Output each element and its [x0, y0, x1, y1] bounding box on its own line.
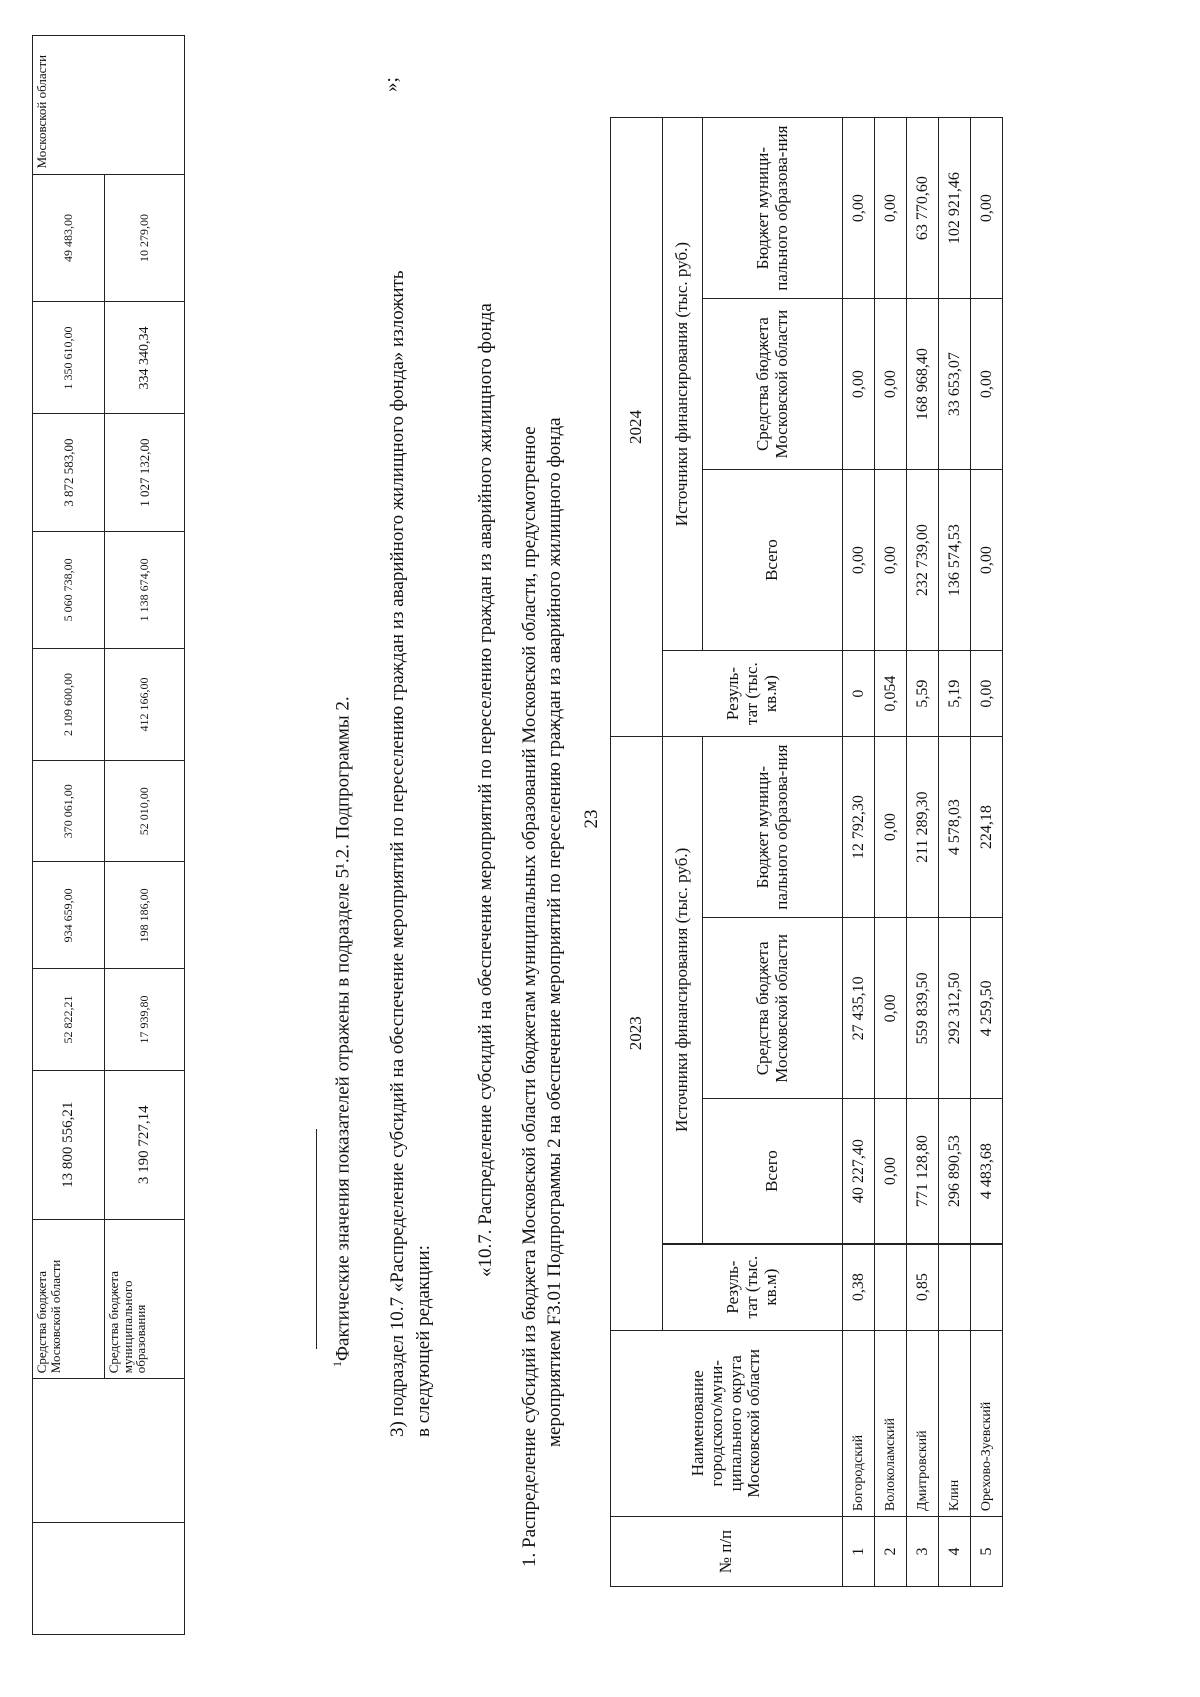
value-cell: 13 800 556,21: [33, 1070, 105, 1219]
header-total-2023: Всего: [703, 1099, 843, 1243]
value-cell: 0,00: [971, 651, 1003, 737]
value-cell: 4 259,50: [971, 918, 1003, 1099]
municipality-cell: Дмитровский: [907, 1330, 939, 1517]
subsidy-distribution-table: [610, 117, 1003, 1587]
value-cell: 0,00: [875, 118, 907, 299]
spacer-cell: [843, 1243, 875, 1244]
value-cell: 102 921,46: [939, 118, 971, 299]
value-cell: 3 190 727,14: [105, 1070, 185, 1219]
footnote-rule: [316, 1129, 317, 1349]
header-mo-budget-2024: Средства бюджета Московской области: [703, 299, 843, 470]
table-row: [971, 118, 1003, 1587]
value-cell: 232 739,00: [907, 469, 939, 650]
value-cell: 0,00: [971, 299, 1003, 470]
value-cell: 296 890,53: [939, 1099, 971, 1243]
spacer-cell: [663, 1243, 843, 1244]
header-total-2024: Всего: [703, 469, 843, 650]
row-number-cell: 3: [907, 1517, 939, 1587]
value-cell: 0,00: [971, 469, 1003, 650]
table-header-row: [611, 118, 663, 1587]
value-cell: 412 166,00: [105, 649, 185, 761]
value-cell: 49 483,00: [33, 174, 105, 302]
value-cell: 334 340,34: [105, 302, 185, 414]
value-cell: 63 770,60: [907, 118, 939, 299]
row-label: Средства бюджета Московской области: [33, 1219, 105, 1379]
value-cell: 292 312,50: [939, 918, 971, 1099]
value-cell: 0,00: [971, 118, 1003, 299]
value-cell: 0,00: [843, 118, 875, 299]
value-cell: 27 435,10: [843, 918, 875, 1099]
value-cell: 5,59: [907, 651, 939, 737]
value-cell: 40 227,40: [843, 1099, 875, 1243]
value-cell: 1 027 132,00: [105, 414, 185, 531]
value-cell: 0,00: [875, 918, 907, 1099]
value-cell: 0,85: [907, 1244, 939, 1330]
spacer-cell: [971, 1243, 1003, 1244]
value-cell: 0,00: [875, 1099, 907, 1243]
value-cell: 0,00: [875, 299, 907, 470]
value-cell: 136 574,53: [939, 469, 971, 650]
value-cell: 3 872 583,00: [33, 414, 105, 531]
value-cell: 198 186,00: [105, 862, 185, 969]
header-result-2023: Резуль-тат (тыс. кв.м): [663, 1244, 843, 1330]
header-number: № п/п: [611, 1517, 843, 1587]
header-result-2024: Резуль-тат (тыс. кв.м): [663, 651, 843, 737]
value-cell: 224,18: [971, 737, 1003, 918]
spacer-cell: [875, 1243, 907, 1244]
value-cell: 168 968,40: [907, 299, 939, 470]
row-number-cell: 1: [843, 1517, 875, 1587]
header-year-2024: 2024: [611, 118, 663, 737]
row-number-cell: 5: [971, 1517, 1003, 1587]
value-cell: 5 060 738,00: [33, 531, 105, 648]
value-cell: 4 483,68: [971, 1099, 1003, 1243]
value-cell: 52 010,00: [105, 761, 185, 862]
value-cell: [875, 1244, 907, 1330]
budget-continuation-table: [32, 35, 185, 1635]
header-mo-budget-2023: Средства бюджета Московской области: [703, 918, 843, 1099]
municipality-cell: Волоколамский: [875, 1330, 907, 1517]
value-cell: 10 279,00: [105, 174, 185, 302]
paragraph-3-line-1: 3) подраздел 10.7 «Распределение субсидий на обеспечение мероприятий по переселению граждан из аварийного жилищного фонда» изложить: [387, 270, 408, 1437]
value-cell: 0: [843, 651, 875, 737]
value-cell: 0,00: [843, 299, 875, 470]
table-row: [907, 118, 939, 1587]
paragraph-3-end: »;: [381, 77, 402, 92]
value-cell: 5,19: [939, 651, 971, 737]
value-cell: 370 061,00: [33, 761, 105, 862]
header-year-2023: 2023: [611, 737, 663, 1331]
empty-cell: [33, 1379, 185, 1523]
value-cell: 1 138 674,00: [105, 531, 185, 648]
table-row: [843, 118, 875, 1587]
value-cell: 12 792,30: [843, 737, 875, 918]
value-cell: 33 653,07: [939, 299, 971, 470]
value-cell: [939, 1244, 971, 1330]
municipality-cell: Орехово-Зуевский: [971, 1330, 1003, 1517]
header-mun-budget-2024: Бюджет муници-пального образова-ния: [703, 118, 843, 299]
value-cell: 0,00: [843, 469, 875, 650]
table-row: [939, 118, 971, 1587]
municipality-cell: Богородский: [843, 1330, 875, 1517]
municipality-cell: Клин: [939, 1330, 971, 1517]
footnote: [330, 696, 355, 1367]
table-row: [33, 36, 105, 1635]
page-number: 23: [581, 809, 602, 829]
value-cell: 559 839,50: [907, 918, 939, 1099]
value-cell: 17 939,80: [105, 969, 185, 1070]
spacer-cell: [939, 1243, 971, 1244]
item-1-line-2: мероприятием F3.01 Подпрограммы 2 на обеспечение мероприятий по переселению граждан из аварийного жилищного фонда: [544, 417, 565, 1447]
footnote-text: Фактические значения показателей отражены в подразделе 5¹.2. Подпрограммы 2.: [332, 696, 354, 1361]
value-cell: [971, 1244, 1003, 1330]
value-cell: 52 822,21: [33, 969, 105, 1070]
value-cell: 2 109 600,00: [33, 649, 105, 761]
header-municipality: Наименование городского/муни-ципального округа Московской области: [611, 1330, 843, 1517]
row-number-cell: 4: [939, 1517, 971, 1587]
header-mun-budget-2023: Бюджет муници-пального образова-ния: [703, 737, 843, 918]
right-label: Московской области: [33, 36, 185, 175]
value-cell: 0,38: [843, 1244, 875, 1330]
header-sources-2024: Источники финансирования (тыс. руб.): [663, 118, 703, 651]
table-body: [843, 118, 1003, 1587]
row-number-cell: 2: [875, 1517, 907, 1587]
value-cell: 0,00: [875, 737, 907, 918]
value-cell: 934 659,00: [33, 862, 105, 969]
paragraph-3-line-2: в следующей редакции:: [413, 1245, 434, 1437]
item-1-line-1: 1. Распределение субсидий из бюджета Московской области бюджетам муниципальных образований Московской области, предусмотренное: [519, 426, 540, 1567]
value-cell: 0,00: [875, 469, 907, 650]
value-cell: 771 128,80: [907, 1099, 939, 1243]
value-cell: 1 350 610,00: [33, 302, 105, 414]
header-sources-2023: Источники финансирования (тыс. руб.): [663, 737, 703, 1244]
footnote-mark: 1: [330, 1361, 344, 1367]
value-cell: 4 578,03: [939, 737, 971, 918]
empty-cell: [33, 1522, 185, 1634]
table-row: [875, 118, 907, 1587]
section-title: «10.7. Распределение субсидий на обеспечение мероприятий по переселению граждан из аварийного жилищного фонда: [475, 303, 496, 1277]
spacer-cell: [907, 1243, 939, 1244]
value-cell: 211 289,30: [907, 737, 939, 918]
value-cell: 0,054: [875, 651, 907, 737]
row-label: Средства бюджета муниципального образования: [105, 1219, 185, 1379]
